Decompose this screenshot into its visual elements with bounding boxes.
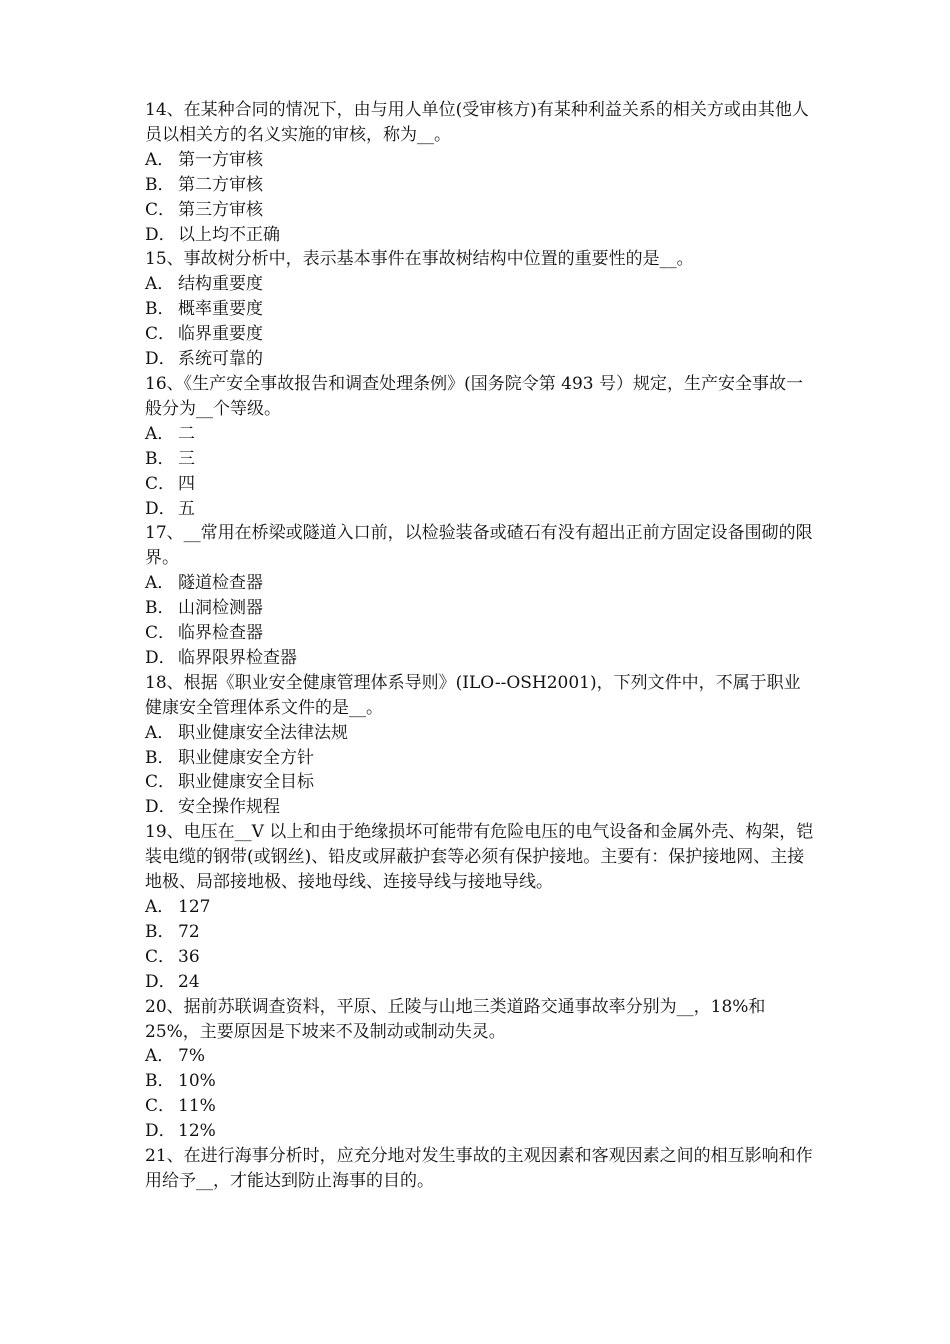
option-text: 127	[178, 897, 211, 917]
question-text: 20、据前苏联调查资料，平原、丘陵与山地三类道路交通事故率分别为__，18%和 25%，主要原因是下坡来不及制动或制动失灵。	[145, 996, 766, 1042]
option-letter: A．	[145, 1046, 175, 1067]
option-letter: A．	[145, 149, 175, 170]
question-block	[145, 671, 815, 820]
option-letter: A．	[145, 722, 175, 743]
option-letter: C．	[145, 772, 176, 793]
question-block	[145, 372, 815, 521]
option-text: 临界限界检查器	[178, 647, 297, 668]
option-text: 临界重要度	[178, 324, 263, 345]
option-text: 7%	[178, 1046, 205, 1067]
question-text: 17、__常用在桥梁或隧道入口前，以检验装备或碴石有没有超出正前方固定设备围砌的限界。	[145, 523, 813, 569]
answer-option	[145, 472, 815, 497]
answer-option	[145, 198, 815, 223]
option-letter: C．	[145, 946, 176, 967]
option-letter: B．	[145, 299, 175, 320]
answer-option	[145, 297, 815, 322]
option-letter: C．	[145, 473, 176, 494]
option-letter: B．	[145, 921, 175, 942]
answer-option	[145, 447, 815, 472]
answer-option	[145, 497, 815, 522]
option-text: 结构重要度	[178, 274, 263, 295]
option-text: 72	[178, 921, 200, 942]
answer-option	[145, 895, 815, 920]
question-text: 18、根据《职业安全健康管理体系导则》(ILO--OSH2001)，下列文件中，不属于职业健康安全管理体系文件的是__。	[145, 672, 801, 718]
answer-option	[145, 746, 815, 771]
option-letter: D．	[145, 797, 176, 818]
answer-option	[145, 920, 815, 945]
option-text: 概率重要度	[178, 299, 263, 320]
answer-option	[145, 596, 815, 621]
answer-option	[145, 1069, 815, 1094]
answer-option	[145, 347, 815, 372]
option-text: 24	[178, 971, 200, 992]
option-letter: B．	[145, 598, 175, 619]
answer-option	[145, 1044, 815, 1069]
option-text: 山洞检测器	[178, 598, 263, 619]
answer-option	[145, 422, 815, 447]
answer-option	[145, 945, 815, 970]
option-letter: A．	[145, 423, 175, 444]
answer-option	[145, 970, 815, 995]
option-letter: D．	[145, 498, 176, 519]
option-text: 36	[178, 946, 200, 967]
option-text: 第三方审核	[178, 199, 263, 220]
answer-option	[145, 322, 815, 347]
option-text: 11%	[178, 1096, 216, 1117]
option-letter: A．	[145, 573, 175, 594]
option-text: 职业健康安全目标	[178, 772, 314, 793]
option-letter: B．	[145, 174, 175, 195]
question-text: 14、在某种合同的情况下，由与用人单位(受审核方)有某种利益关系的相关方或由其他人员以相关方的名义实施的审核，称为__。	[145, 100, 809, 145]
option-text: 五	[178, 498, 195, 519]
option-text: 12%	[178, 1121, 216, 1142]
answer-option	[145, 770, 815, 795]
option-text: 临界检查器	[178, 623, 263, 644]
option-letter: D．	[145, 647, 176, 668]
option-letter: B．	[145, 1071, 175, 1092]
answer-option	[145, 1094, 815, 1119]
answer-option	[145, 795, 815, 820]
option-letter: D．	[145, 349, 176, 370]
question-block	[145, 247, 815, 372]
option-text: 系统可靠的	[178, 349, 263, 370]
question-block	[145, 98, 815, 247]
answer-option	[145, 272, 815, 297]
option-text: 第二方审核	[178, 174, 263, 195]
answer-option	[145, 621, 815, 646]
question-block	[145, 820, 815, 994]
answer-option	[145, 646, 815, 671]
answer-option	[145, 148, 815, 173]
question-text: 16、《生产安全事故报告和调查处理条例》(国务院令第 493 号）规定，生产安全事故一般分为__个等级。	[145, 373, 804, 419]
option-text: 10%	[178, 1071, 216, 1092]
option-text: 二	[178, 423, 195, 444]
answer-option	[145, 571, 815, 596]
option-letter: B．	[145, 448, 175, 469]
option-text: 以上均不正确	[178, 224, 280, 245]
option-text: 四	[178, 473, 195, 494]
question-block	[145, 995, 815, 1144]
question-text: 15、事故树分析中，表示基本事件在事故树结构中位置的重要性的是__。	[145, 249, 694, 270]
option-letter: A．	[145, 274, 175, 295]
option-letter: C．	[145, 623, 176, 644]
option-text: 第一方审核	[178, 149, 263, 170]
option-letter: D．	[145, 224, 176, 245]
option-letter: A．	[145, 897, 175, 917]
question-list	[145, 98, 815, 1194]
option-text: 安全操作规程	[178, 797, 280, 818]
question-text: 21、在进行海事分析时，应充分地对发生事故的主观因素和客观因素之间的相互影响和作用给予__，才能达到防止海事的目的。	[145, 1146, 813, 1191]
option-text: 三	[178, 448, 195, 469]
option-letter: B．	[145, 747, 175, 768]
question-block	[145, 521, 815, 670]
option-letter: C．	[145, 324, 176, 345]
option-text: 职业健康安全方针	[178, 747, 314, 768]
answer-option	[145, 721, 815, 746]
option-text: 职业健康安全法律法规	[178, 722, 348, 743]
option-letter: C．	[145, 1096, 176, 1117]
answer-option	[145, 173, 815, 198]
question-text: 19、电压在__V 以上和由于绝缘损坏可能带有危险电压的电气设备和金属外壳、构架，铠装电缆的钢带(或钢丝)、铅皮或屏蔽护套等必须有保护接地。主要有：保护接地网、主接地极、局部接地极、接地母线、连接导线与接地导线。	[145, 822, 814, 893]
option-letter: C．	[145, 199, 176, 220]
answer-option	[145, 1119, 815, 1144]
option-letter: D．	[145, 971, 176, 992]
question-block	[145, 1144, 815, 1194]
answer-option	[145, 223, 815, 248]
option-letter: D．	[145, 1121, 176, 1142]
option-text: 隧道检查器	[178, 573, 263, 594]
